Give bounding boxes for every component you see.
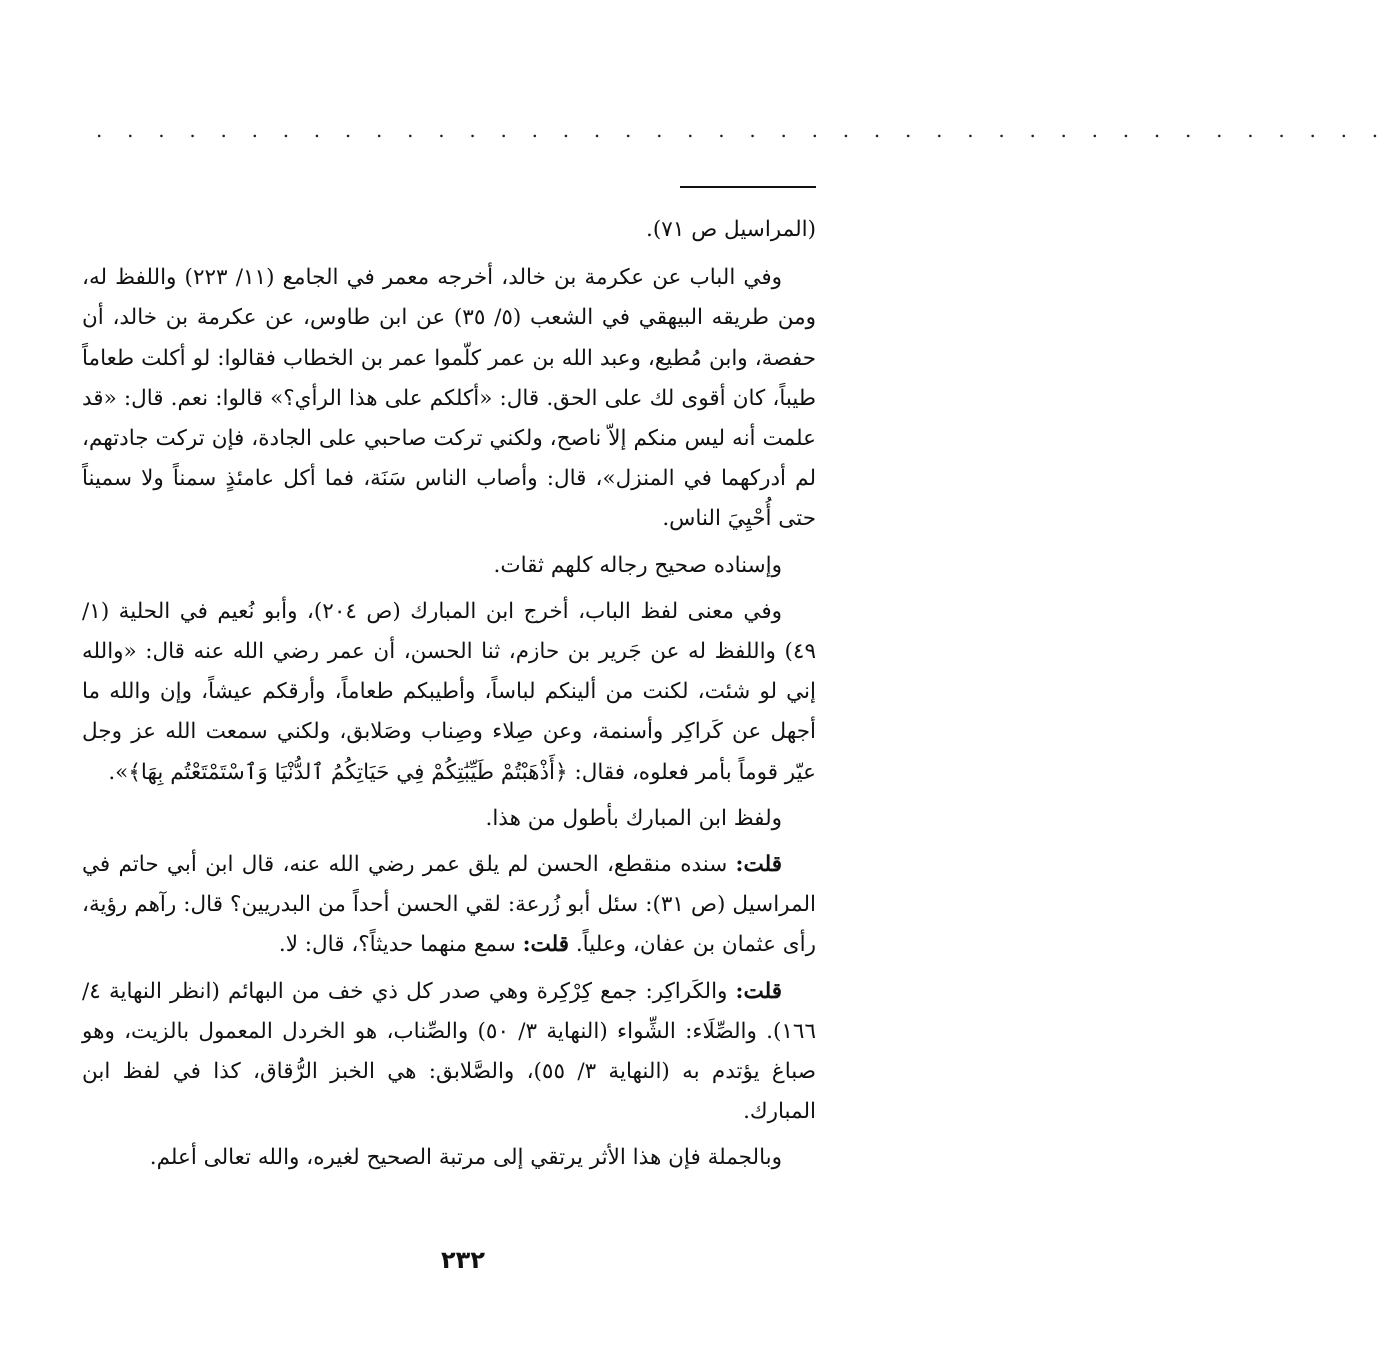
paragraph-longer-wording: ولفظ ابن المبارك بأطول من هذا. bbox=[485, 805, 782, 831]
footnote-dotted-separator: . . . . . . . . . . . . . . . . . . . . . . . . . . . . . . . . . . . . . . . . . . bbox=[96, 118, 1387, 142]
note-text-second: سمع منهما حديثاً؟، قال: لا. bbox=[278, 932, 523, 958]
note-text: والكَراكِر: جمع كِرْكِرة وهي صدر كل ذي خف من البهائم (انظر النهاية ٤/ ١٦٦). والصِّلَاء: الشِّواء (النهاية ٣/ ٥٠) والصِّناب، هو الخردل المعمول بالزيت، وهو صباغ يؤتدم به (النهاية ٣/ ٥٥)، والصَّلابق: هي الخبز الرُّقاق، كذا في لفظ ابن المبارك. bbox=[82, 978, 817, 1125]
paragraph-ikrimah: وفي الباب عن عكرمة بن خالد، أخرجه معمر في الجامع (١١/ ٢٢٣) واللفظ له، ومن طريقه البيهقي في الشعب (٥/ ٣٥) عن ابن طاوس، عن عكرمة بن خالد، أن حفصة، وابن مُطيع، وعبد الله بن عمر كلّموا عمر بن الخطاب فقالوا: لو أكلت طعاماً طيباً، كان أقوى لك على الحق. قال: «أكلكم على هذا الرأي؟» قالوا: نعم. قال: «قد علمت أنه ليس منكم إلاّ ناصح، ولكني تركت صاحبي على الجادة، فإن تركت جادتهم، لم أدركهما في المنزل»، قال: وأصاب الناس سَنَة، فما أكل عامئذٍ سمناً ولا سميناً حتى أُحْيِيَ الناس. bbox=[82, 265, 817, 532]
footnote-rule bbox=[680, 186, 816, 188]
paragraph-isnad: وإسناده صحيح رجاله كلهم ثقات. bbox=[493, 552, 782, 578]
note-label-second: قلت: bbox=[522, 932, 570, 958]
page-body bbox=[82, 210, 816, 1185]
paragraph-note-vocabulary bbox=[82, 972, 816, 1133]
note-label: قلت: bbox=[735, 978, 782, 1004]
paragraph-note-chain bbox=[82, 845, 816, 966]
paragraph-citation: (المراسيل ص ٧١). bbox=[646, 217, 816, 242]
page-number: ٢٣٢ bbox=[441, 1246, 485, 1274]
paragraph-ibn-al-mubarak: وفي معنى لفظ الباب، أخرج ابن المبارك (ص ٢٠٤)، وأبو نُعيم في الحلية (١/ ٤٩) واللفظ له عن جَرير بن حازم، ثنا الحسن، أن عمر رضي الله عنه قال: «والله إني لو شئت، لكنت من ألينكم لباساً، وأطيبكم طعاماً، وأرقكم عيشاً، وإن والله ما أجهل عن كَراكِر وأسنمة، وعن صِلاء وصِناب وصَلابق، ولكني سمعت الله عز وجل عيّر قوماً بأمر فعلوه، فقال: ﴿أَذْهَبْتُمْ طَيِّبَٰتِكُمْ فِي حَيَاتِكُمُ ٱلدُّنْيَا وَٱسْتَمْتَعْتُم بِهَا﴾». bbox=[82, 598, 816, 785]
note-text: سنده منقطع، الحسن لم يلق عمر رضي الله عنه، قال ابن أبي حاتم في المراسيل (ص ٣١): سئل أبو زُرعة: لقي الحسن أحداً من البدريين؟ قال: رآهم رؤية، رأى عثمان بن عفان، وعلياً. bbox=[82, 852, 816, 958]
note-label: قلت: bbox=[735, 852, 782, 878]
paragraph-conclusion: وبالجملة فإن هذا الأثر يرتقي إلى مرتبة الصحيح لغيره، والله تعالى أعلم. bbox=[149, 1145, 782, 1171]
